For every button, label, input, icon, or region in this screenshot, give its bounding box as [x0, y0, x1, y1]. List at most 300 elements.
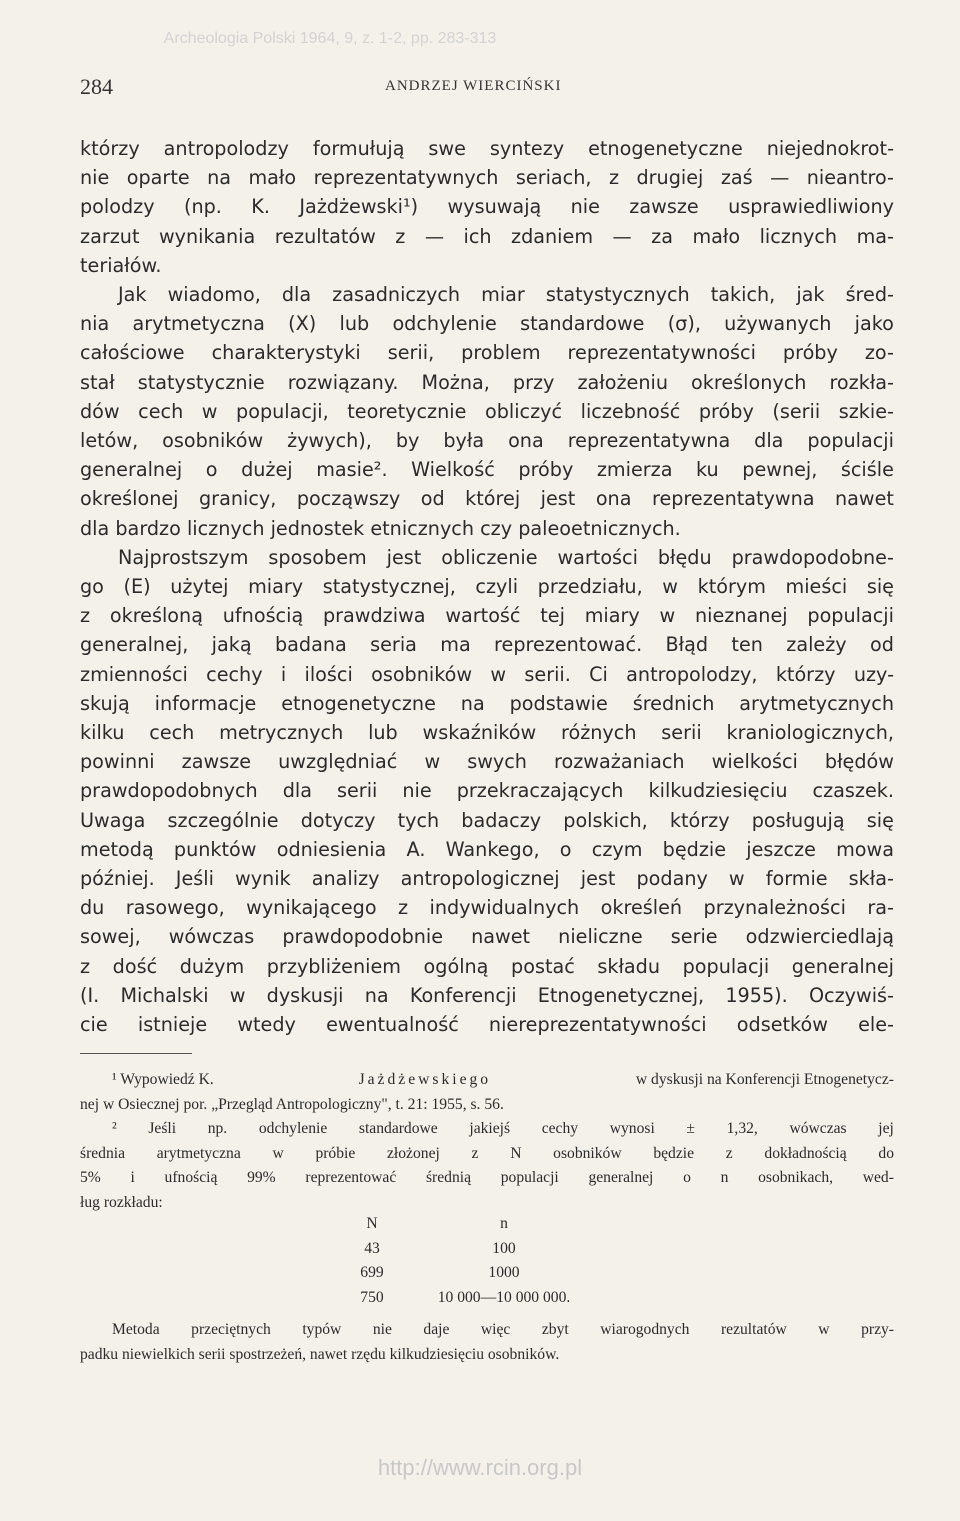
footnote-word: np.: [207, 1120, 228, 1137]
body-word: prawdopodobne-: [731, 545, 894, 569]
body-word: ona: [508, 429, 544, 453]
footnote-2-text: ług rozkładu:: [80, 1193, 163, 1211]
body-line: [80, 747, 894, 776]
footnote-word: z: [471, 1144, 479, 1162]
body-word: syntezy: [489, 137, 565, 160]
body-line: [80, 163, 894, 192]
body-word: nieantro-: [806, 166, 894, 190]
footnote-1-line: [80, 1068, 894, 1093]
footnote-word: średnią: [425, 1169, 472, 1186]
body-word: prawdopodobnie: [282, 925, 444, 949]
body-word: (X): [288, 312, 317, 336]
body-word: charakterystyki: [211, 341, 361, 365]
body-word: postać: [511, 954, 575, 978]
body-word: zarzut: [80, 224, 140, 248]
body-word: (serii: [772, 399, 821, 423]
footnote-rule: [80, 1053, 192, 1054]
body-word: ich: [463, 224, 492, 248]
body-word: założeniu: [577, 370, 668, 394]
body-word: i: [280, 662, 287, 686]
body-line: [80, 514, 894, 543]
body-word: (E): [123, 575, 151, 599]
footnote-word: Jeśli: [148, 1120, 177, 1137]
body-word: odchylenie: [392, 312, 497, 336]
footnote-word: populacji: [500, 1169, 559, 1186]
body-word: całościowe: [80, 341, 185, 365]
body-word: paleoetnicznych.: [518, 516, 681, 540]
body-text: [80, 134, 894, 1039]
body-word: za: [651, 224, 673, 248]
body-word: użytej: [170, 575, 229, 599]
closing-line: [80, 1343, 894, 1368]
footnote-word: odchylenie: [258, 1120, 328, 1137]
footnote-word: typów: [302, 1321, 342, 1338]
body-word: dużej: [241, 458, 293, 482]
body-word: była: [443, 429, 485, 453]
body-line: [80, 338, 894, 367]
footnote-word: nie: [372, 1321, 392, 1338]
table-header-row: [340, 1212, 604, 1237]
body-word: nawet: [471, 925, 531, 949]
table-cell: 100: [492, 1239, 516, 1257]
body-word: Jak: [118, 283, 147, 307]
table-cell: 10 000—10 000 000.: [437, 1289, 571, 1307]
body-word: z: [80, 604, 91, 628]
body-word: począwszy: [296, 487, 401, 511]
body-word: generalnej,: [80, 633, 189, 657]
footnote-1-text: nej w Osiecznej por. „Przegląd Antropologiczny", t. 21: 1955, s. 56.: [80, 1095, 504, 1113]
body-word: arytmetyczna: [132, 312, 265, 336]
footnote-word: generalnej: [588, 1169, 654, 1186]
body-line: [80, 134, 894, 163]
footnote-word: wiarogodnych: [600, 1321, 690, 1338]
footnote-word: jej: [878, 1120, 894, 1137]
body-word: zasadniczych: [332, 283, 461, 307]
body-word: jednostek: [270, 516, 371, 540]
body-word: uwzględniać: [278, 750, 398, 774]
body-word: którzy: [669, 808, 730, 832]
body-word: ściśle: [840, 458, 894, 482]
footnote-word: przeciętnych: [191, 1321, 271, 1338]
body-word: mowa: [836, 837, 894, 861]
body-word: pewnej,: [742, 458, 818, 482]
body-line: [80, 309, 894, 338]
footnote-word: 1,32,: [726, 1120, 758, 1137]
footnote-word: daje: [423, 1321, 450, 1338]
body-word: tej: [540, 604, 565, 628]
body-line: [80, 689, 894, 718]
body-word: dla: [754, 429, 784, 453]
body-word: punktów: [173, 837, 257, 861]
body-word: serii.: [524, 662, 571, 686]
body-word: teriałów.: [80, 253, 162, 277]
body-word: usprawiedliwiony: [728, 195, 894, 219]
footnote-word: złożonej: [387, 1144, 440, 1162]
body-word: próby: [518, 458, 574, 482]
body-word: etnogenetyczne: [588, 137, 743, 160]
body-word: (σ),: [667, 312, 701, 336]
body-word: standardowe: [520, 312, 645, 336]
body-word: swych: [467, 750, 527, 774]
body-line: [80, 952, 894, 981]
body-word: teoretycznie: [347, 399, 467, 423]
body-word: prawdziwa: [322, 604, 426, 628]
footnote-word: rezultatów: [720, 1321, 787, 1338]
body-word: polskich,: [563, 808, 648, 832]
body-word: błędu: [657, 545, 712, 569]
body-word: cech: [138, 399, 184, 423]
body-word: nia: [80, 312, 110, 336]
table-cell: 750: [360, 1289, 384, 1307]
body-word: sowej,: [80, 925, 141, 949]
body-word: problem: [461, 341, 541, 365]
body-word: wielkości: [711, 750, 798, 774]
body-line: [80, 280, 894, 309]
body-word: będzie: [662, 837, 727, 861]
body-line: [80, 222, 894, 251]
body-word: zmienności: [80, 662, 188, 686]
body-word: różnych: [560, 721, 637, 745]
body-line: [80, 484, 894, 513]
body-word: kilkudziesięciu: [648, 779, 788, 803]
body-word: go: [80, 575, 104, 599]
body-word: kilku: [80, 721, 125, 745]
body-word: przybliżeniem: [266, 954, 401, 978]
body-word: lub: [339, 312, 370, 336]
body-word: nie: [80, 166, 110, 190]
body-word: wartości: [557, 545, 638, 569]
body-word: od: [870, 633, 894, 657]
body-word: Wielkość: [411, 458, 495, 482]
body-word: nie: [570, 195, 600, 219]
footnote-word: przy-: [861, 1321, 894, 1338]
footnote-word: N: [510, 1144, 522, 1162]
body-word: którzy: [775, 662, 836, 686]
body-line: [80, 864, 894, 893]
body-word: bardzo: [115, 516, 187, 540]
body-word: Można,: [421, 370, 490, 394]
body-word: wynikającego: [246, 896, 377, 920]
footnote-word: w: [818, 1321, 830, 1338]
body-word: ufnością: [222, 604, 304, 628]
table-cell: 699: [360, 1264, 384, 1282]
body-word: czym: [591, 837, 643, 861]
body-word: populacji: [682, 954, 770, 978]
footnote-word: 99%: [247, 1169, 276, 1186]
body-word: du: [80, 896, 105, 920]
footnote-word: z: [725, 1144, 733, 1162]
body-word: której: [465, 487, 521, 511]
body-word: granicy,: [199, 487, 277, 511]
body-word: —: [770, 166, 790, 190]
body-word: stał: [80, 370, 115, 394]
body-word: rasowego,: [125, 896, 225, 920]
body-word: 1955).: [725, 983, 788, 1007]
body-word: w: [490, 662, 507, 686]
table-cell: 1000: [488, 1264, 520, 1282]
footnote-2-line: [80, 1166, 894, 1191]
body-word: antropologicznej: [400, 867, 560, 891]
body-word: przynależności: [703, 896, 846, 920]
table-cell: 43: [364, 1239, 380, 1257]
body-word: ona: [595, 487, 632, 511]
footnote-word: Metoda: [112, 1321, 160, 1338]
footnote-word: cechy: [541, 1120, 579, 1137]
body-word: określonych: [691, 370, 807, 394]
body-word: w: [424, 750, 441, 774]
body-word: rozwiązany.: [287, 370, 399, 394]
body-word: odzwierciedlają: [745, 925, 894, 949]
body-word: dla: [282, 779, 312, 803]
body-word: nie: [402, 779, 432, 803]
body-word: etnicznych: [370, 516, 481, 540]
body-word: arytmetycznych: [739, 691, 894, 715]
footnote-word: osobników: [553, 1144, 622, 1162]
body-word: ku: [696, 458, 719, 482]
body-word: mało: [248, 166, 297, 190]
footnote-word: w: [272, 1144, 284, 1162]
body-word: —: [424, 224, 445, 248]
body-word: o: [559, 837, 572, 861]
body-word: jeszcze: [746, 837, 816, 861]
body-word: zawsze: [629, 195, 699, 219]
body-word: się: [866, 575, 894, 599]
body-word: Michalski: [120, 983, 209, 1007]
footer-url-watermark: http://www.rcin.org.pl: [377, 1455, 583, 1480]
body-word: miary: [584, 604, 640, 628]
body-word: powinni: [80, 750, 155, 774]
source-watermark: Archeologia Polski 1964, 9, z. 1-2, pp. 283-313: [163, 30, 497, 47]
body-word: o: [205, 458, 218, 482]
closing-text: padku niewielkich serii spostrzeżeń, nawet rzędu kilkudziesięciu osobników.: [80, 1345, 560, 1363]
body-word: wartość: [445, 604, 521, 628]
body-line: [80, 893, 894, 922]
body-word: dla: [80, 516, 116, 540]
footnote-word: dokładnością: [764, 1144, 847, 1162]
body-word: obliczenie: [441, 545, 538, 569]
body-word: w: [229, 983, 246, 1007]
body-word: badaczy: [461, 808, 542, 832]
body-line: [80, 192, 894, 221]
body-word: na: [364, 983, 389, 1007]
body-word: Najprostszym: [118, 545, 249, 569]
footnote-word: 5%: [80, 1169, 101, 1186]
body-word: Uwaga: [80, 808, 146, 832]
footnote-word: do: [878, 1144, 894, 1162]
body-line: [80, 397, 894, 426]
footnote-word: i: [130, 1169, 135, 1186]
body-word: zdaniem: [511, 224, 594, 248]
body-word: miary: [248, 575, 304, 599]
body-word: seria: [370, 633, 417, 657]
body-word: A.: [406, 837, 426, 861]
body-word: serii: [337, 779, 378, 803]
body-word: formułują: [312, 137, 405, 160]
body-word: Wankego,: [445, 837, 540, 861]
body-word: określonej: [80, 487, 179, 511]
body-word: populacji,: [236, 399, 329, 423]
body-word: dla: [281, 283, 312, 307]
body-word: oparte: [126, 166, 190, 190]
footnote-word: wed-: [862, 1169, 894, 1186]
body-word: cechy: [206, 662, 263, 686]
footnote-word: zbyt: [541, 1321, 569, 1338]
body-word: składu: [597, 954, 661, 978]
body-word: wtedy: [237, 1013, 296, 1037]
body-word: nieliczne: [558, 925, 643, 949]
body-word: polodzy: [80, 195, 155, 219]
footnote-word: standardowe: [358, 1120, 438, 1137]
body-word: rozkła-: [829, 370, 894, 394]
body-line: [80, 806, 894, 835]
body-word: tych: [397, 808, 440, 832]
body-word: podany: [636, 867, 708, 891]
body-word: skła-: [848, 867, 894, 891]
body-word: dyskusji: [266, 983, 344, 1007]
body-word: generalnej: [80, 458, 183, 482]
body-word: serii: [661, 721, 702, 745]
body-word: wskaźników: [422, 721, 537, 745]
body-word: licznych: [186, 516, 271, 540]
body-word: średnich: [632, 691, 715, 715]
body-word: zmierza: [596, 458, 673, 482]
body-word: jest: [540, 487, 576, 511]
body-word: reprezentatywna: [651, 487, 815, 511]
body-word: w: [728, 867, 745, 891]
body-word: mało: [692, 224, 741, 248]
body-word: jest: [580, 867, 616, 891]
footnote-2-line: [80, 1142, 894, 1167]
body-word: jest: [386, 545, 422, 569]
body-word: (I.: [80, 983, 100, 1007]
body-line: [80, 922, 894, 951]
footnote-1-author: Jażdżewskiego: [358, 1071, 492, 1088]
body-word: reprezentatywności: [567, 341, 756, 365]
body-word: przedziału,: [537, 575, 643, 599]
body-word: seriach,: [515, 166, 592, 190]
body-word: używanych: [724, 312, 832, 336]
body-word: ma: [440, 633, 471, 657]
body-word: na: [207, 166, 232, 190]
footnote-word: jakiejś: [469, 1120, 511, 1137]
body-word: jaką: [211, 633, 252, 657]
body-word: informacje: [154, 691, 257, 715]
body-word: ra-: [867, 896, 894, 920]
body-line: [80, 368, 894, 397]
body-word: próby: [698, 399, 754, 423]
body-word: populacji: [807, 604, 894, 628]
body-word: zaś: [720, 166, 753, 190]
body-word: błędów: [824, 750, 894, 774]
body-word: kraniologicznych,: [726, 721, 894, 745]
footnote-word: ufnością: [164, 1169, 218, 1186]
body-word: K.: [251, 195, 270, 219]
body-word: ma-: [856, 224, 894, 248]
body-word: odsetków: [736, 1013, 828, 1037]
body-line: [80, 601, 894, 630]
table-row: [340, 1261, 604, 1286]
footnote-1-prefix: ¹ Wypowiedź K.: [112, 1071, 214, 1088]
footnote-word: wówczas: [789, 1120, 847, 1137]
body-word: metodą: [80, 837, 154, 861]
table-row: [340, 1237, 604, 1262]
body-line: [80, 455, 894, 484]
body-word: podstawie: [509, 691, 608, 715]
footnote-word: wynosi: [609, 1120, 655, 1137]
body-word: Jeśli: [175, 867, 214, 891]
body-line: [80, 981, 894, 1010]
footnote-word: będzie: [653, 1144, 695, 1162]
body-word: takich,: [710, 283, 776, 307]
footnote-word: ²: [112, 1120, 117, 1137]
body-word: zo-: [864, 341, 894, 365]
body-word: dużym: [179, 954, 245, 978]
body-word: skują: [80, 691, 130, 715]
body-word: Jażdżewski¹): [299, 195, 419, 219]
body-word: mieści: [785, 575, 848, 599]
body-word: liczebność: [580, 399, 681, 423]
body-word: później.: [80, 867, 155, 891]
body-word: wynikania: [158, 224, 256, 248]
body-word: licznych: [759, 224, 838, 248]
footnote-word: n: [720, 1169, 729, 1186]
body-word: niereprezentatywności: [488, 1013, 707, 1037]
closing-line: [80, 1318, 894, 1343]
footnote-1-suffix: w dyskusji na Konferencji Etnogenetycz-: [635, 1071, 894, 1088]
body-line: [80, 718, 894, 747]
body-word: w: [201, 399, 218, 423]
body-word: miar: [481, 283, 525, 307]
body-word: badana: [274, 633, 347, 657]
body-word: letów,: [80, 429, 139, 453]
body-word: metrycznych: [219, 721, 344, 745]
body-word: reprezentować.: [494, 633, 643, 657]
body-word: śred-: [845, 283, 894, 307]
body-word: Błąd: [665, 633, 709, 657]
body-word: którzy: [80, 137, 140, 160]
body-word: lub: [368, 721, 398, 745]
page-header: [80, 72, 890, 108]
body-word: osobników: [162, 429, 264, 453]
sample-size-table: [340, 1212, 604, 1310]
footnotes: [80, 1068, 894, 1215]
body-word: Ci: [589, 662, 608, 686]
body-line: [80, 835, 894, 864]
body-word: z: [398, 896, 409, 920]
table-header-n-upper: N: [366, 1215, 378, 1233]
body-word: na: [460, 691, 485, 715]
body-word: ten: [731, 633, 763, 657]
body-word: którym: [697, 575, 766, 599]
body-word: określeń: [600, 896, 683, 920]
body-word: wówczas: [168, 925, 255, 949]
body-word: czy: [480, 516, 519, 540]
body-word: zawsze: [181, 750, 252, 774]
body-word: się: [866, 808, 894, 832]
body-word: próby: [782, 341, 838, 365]
body-word: indywidualnych: [429, 896, 580, 920]
body-word: odniesienia: [276, 837, 387, 861]
body-line: [80, 426, 894, 455]
body-word: prawdopodobnych: [80, 779, 258, 803]
body-word: nawet: [835, 487, 894, 511]
body-word: reprezentatywna: [567, 429, 731, 453]
body-word: Oczywiś-: [808, 983, 894, 1007]
body-word: swe: [428, 137, 466, 160]
footnote-word: więc: [480, 1321, 511, 1338]
running-head: ANDRZEJ WIERCIŃSKI: [385, 78, 562, 94]
footnote-word: o: [683, 1169, 691, 1186]
